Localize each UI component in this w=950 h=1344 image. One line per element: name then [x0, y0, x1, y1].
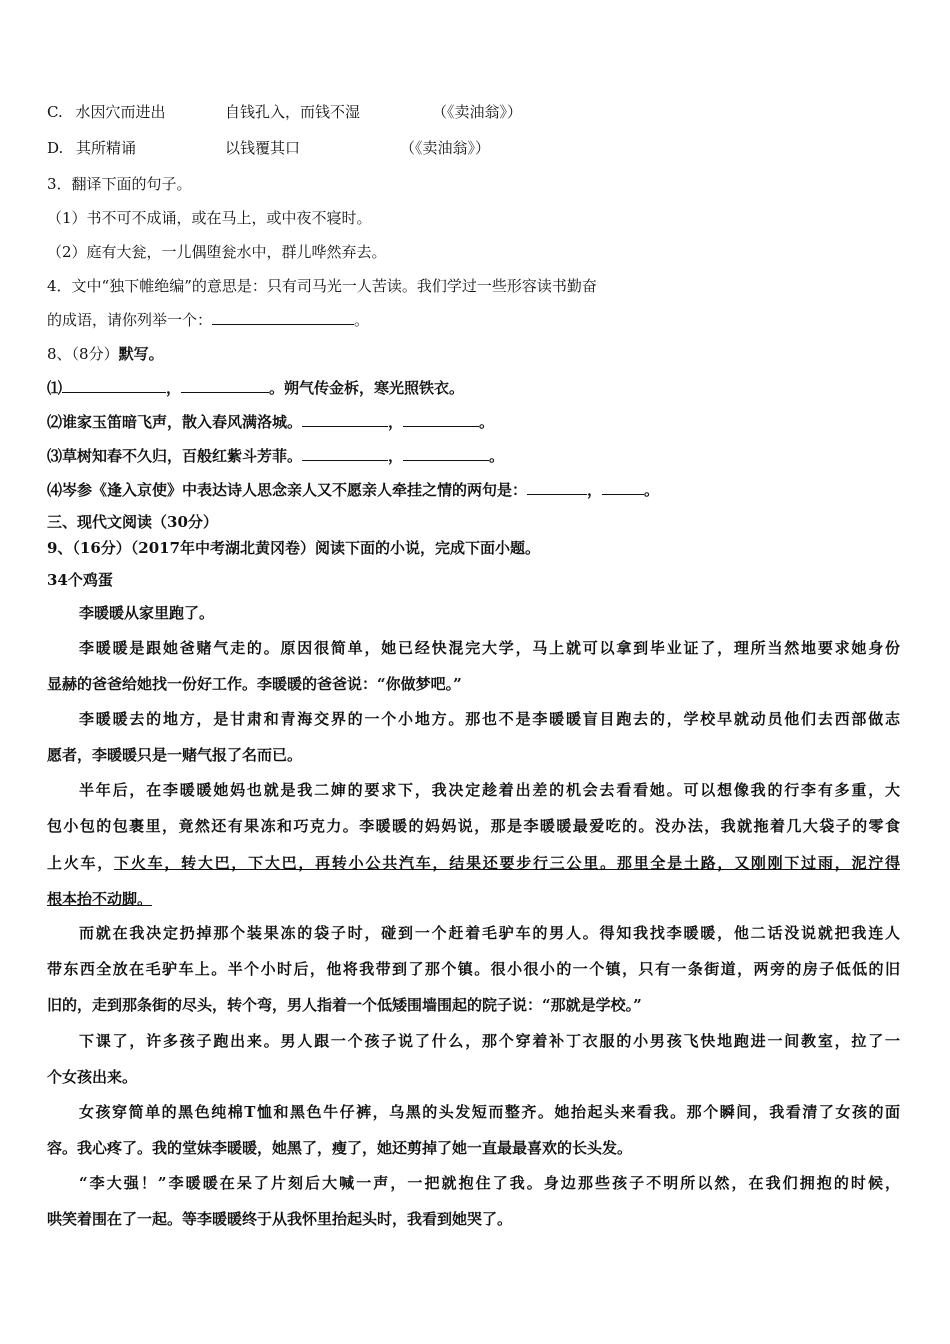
- story-line: “李大强！”李暖暖在呆了片刻后大喊一声，一把就抱住了我。身边那些孩子不明所以然，在我们拥抱的时候，: [79, 1174, 900, 1192]
- story-line: 李暖暖去的地方，是甘肃和青海交界的一个小地方。那也不是李暖暖盲目跑去的，学校早就动员他们去西部做志: [79, 710, 900, 728]
- option-c-source: （《卖油翁》）: [432, 103, 523, 121]
- dictation-text: 谁家玉笛暗飞声，散入春风满洛城。: [62, 413, 303, 431]
- question-8-prefix: 8、（8分）: [47, 345, 119, 363]
- story-line-underlined: 根本抬不动脚。: [47, 890, 153, 908]
- question-4-suffix: 。: [354, 311, 370, 329]
- option-d-label: D.: [47, 139, 64, 157]
- story-line: 女孩穿简单的黑色纯棉T恤和黑色牛仔裤，乌黑的头发短而整齐。她抬起头来看我。那个瞬间，我看清了女孩的面: [79, 1103, 900, 1121]
- dictation-number: ⑵: [47, 413, 63, 431]
- answer-blank[interactable]: [302, 412, 388, 427]
- option-d-row: [47, 138, 136, 158]
- answer-blank[interactable]: [403, 446, 489, 461]
- question-8-title: [47, 344, 164, 364]
- story-line: 带东西全放在毛驴车上。半个小时后，他将我带到了那个镇。很小很小的一个镇，只有一条街道，两旁的房子低低的旧: [47, 960, 900, 978]
- story-text: 上火车，: [47, 854, 115, 872]
- story-line: 哄笑着围在了一起。等李暖暖终于从我怀里抬起头时，我看到她哭了。: [47, 1210, 513, 1228]
- question-4-line-1: 4．文中“独下帷绝编”的意思是：只有司马光一人苦读。我们学过一些形容读书勤奋: [47, 277, 597, 295]
- story-line: 旧的，走到那条街的尽头，转个弯，男人指着一个低矮围墙围起的院子说：“那就是学校。”: [47, 996, 642, 1014]
- dictation-separator: ，: [587, 481, 603, 499]
- question-3-sentence-1: （1）书不可不成诵，或在马上，或中夜不寝时。: [47, 209, 372, 227]
- question-3-sentence-2: （2）庭有大瓮，一儿偶堕瓮水中，群儿哗然弃去。: [47, 243, 387, 261]
- story-line: 下课了，许多孩子跑出来。男人跟一个孩子说了什么，那个穿着补丁衣服的小男孩飞快地跑进一间教室，拉了一: [79, 1032, 900, 1050]
- dictation-end: 。: [489, 447, 505, 465]
- option-d-part-b: 以钱覆其口: [225, 139, 301, 157]
- story-line-underlined: [47, 852, 900, 874]
- story-line: 半年后，在李暖暖她妈也就是我二婶的要求下，我决定趁着出差的机会去看看她。可以想像我的行李有多重，大: [79, 781, 900, 799]
- story-line: 而就在我决定扔掉那个装果冻的袋子时，碰到一个赶着毛驴车的男人。得知我找李暖暖，他二话没说就把我连人: [79, 924, 900, 942]
- answer-blank[interactable]: [602, 480, 644, 495]
- option-c-row: [47, 102, 166, 122]
- dictation-number: ⑴: [47, 379, 63, 397]
- dictation-number: ⑶: [47, 447, 63, 465]
- story-line: 愿者，李暖暖只是一赌气报了名而已。: [47, 746, 303, 764]
- question-3-title: 3．翻译下面的句子。: [47, 175, 192, 193]
- answer-blank[interactable]: [181, 378, 269, 393]
- dictation-number: ⑷: [47, 481, 63, 499]
- dictation-separator: ，: [388, 447, 404, 465]
- dictation-separator: ，: [388, 413, 404, 431]
- story-line: 李暖暖从家里跑了。: [79, 604, 215, 622]
- dictation-item-4: [47, 480, 659, 500]
- answer-blank[interactable]: [62, 378, 166, 393]
- story-text-underlined: 下火车，转大巴，下大巴，再转小公共汽车，结果还要步行三公里。那里全是土路，又刚刚下过雨，泥泞得: [114, 854, 900, 872]
- dictation-item-1: [47, 378, 464, 398]
- story-title: 34个鸡蛋: [47, 571, 113, 589]
- question-8-heading: 默写。: [118, 345, 164, 363]
- story-line: 李暖暖是跟她爸赌气走的。原因很简单，她已经快混完大学，马上就可以拿到毕业证了，理所当然地要求她身份: [79, 639, 900, 657]
- option-c-label: C.: [47, 103, 63, 121]
- option-c-part-a: 水因穴而进出: [75, 103, 166, 121]
- question-4-line-2: [47, 310, 369, 330]
- story-line: 包小包的包裹里，竟然还有果冻和巧克力。李暖暖的妈妈说，那是李暖暖最爱吃的。没办法，我就拖着几大袋子的零食: [47, 817, 900, 835]
- story-line: 容。我心疼了。我的堂妹李暖暖，她黑了，瘦了，她还剪掉了她一直最最喜欢的长头发。: [47, 1139, 633, 1157]
- question-4-prefix: 的成语，请你列举一个：: [47, 311, 213, 329]
- option-d-source: （《卖油翁》）: [400, 139, 491, 157]
- answer-blank[interactable]: [212, 310, 354, 325]
- dictation-end: 。: [479, 413, 495, 431]
- option-d-part-a: 其所精诵: [76, 139, 137, 157]
- dictation-item-3: [47, 446, 504, 466]
- dictation-separator: ，: [166, 379, 182, 397]
- dictation-text: 草树知春不久归，百般红紫斗芳菲。: [62, 447, 303, 465]
- story-line: 显赫的爸爸给她找一份好工作。李暖暖的爸爸说：“你做梦吧。”: [47, 675, 462, 693]
- answer-blank[interactable]: [403, 412, 479, 427]
- section-3-title: 三、现代文阅读（30分）: [47, 513, 218, 531]
- question-9-intro: 9、（16分）（2017年中考湖北黄冈卷）阅读下面的小说，完成下面小题。: [47, 539, 541, 557]
- answer-blank[interactable]: [302, 446, 388, 461]
- answer-blank[interactable]: [527, 480, 587, 495]
- dictation-end: 。: [644, 481, 660, 499]
- story-line: 个女孩出来。: [47, 1068, 138, 1086]
- dictation-item-2: [47, 412, 494, 432]
- dictation-text: 岑参《逢入京使》中表达诗人思念亲人又不愿亲人牵挂之情的两句是：: [62, 481, 528, 499]
- option-c-part-b: 自钱孔入，而钱不湿: [225, 103, 361, 121]
- dictation-tail: 。朔气传金柝，寒光照铁衣。: [269, 379, 465, 397]
